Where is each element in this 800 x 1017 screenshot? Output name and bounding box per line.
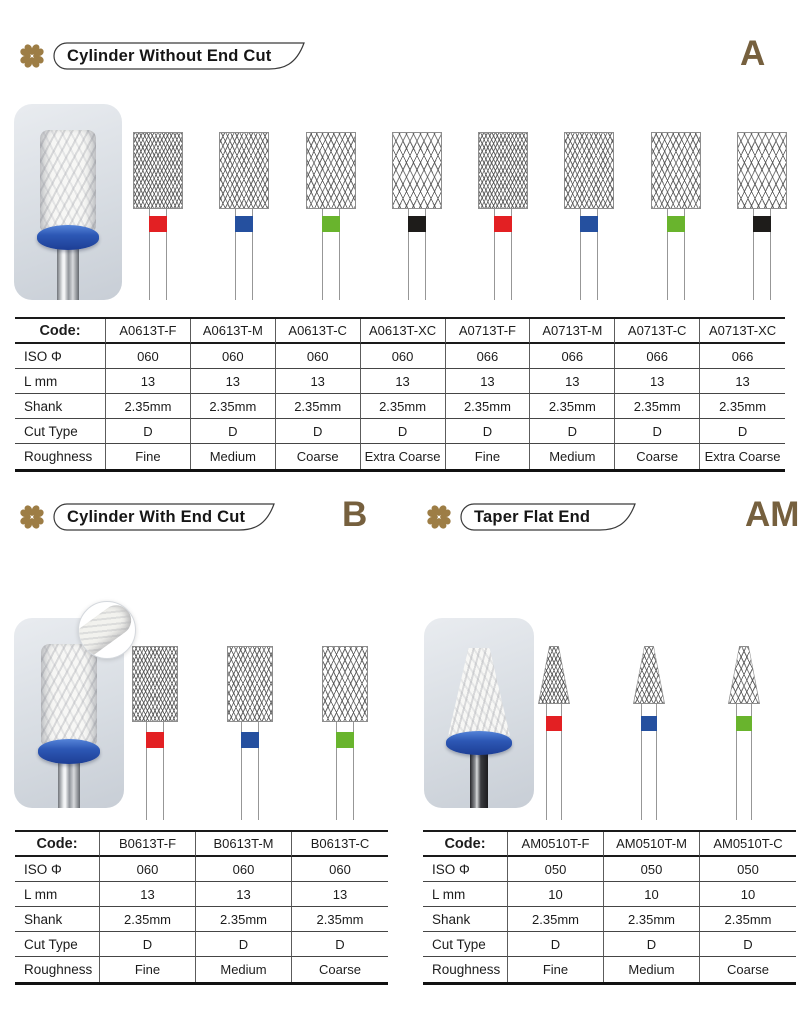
section-a-letter: A [740,34,766,73]
iso-cell: 060 [292,857,388,882]
bur-illustration [219,132,269,300]
bur-illustration [728,646,760,820]
roughness-cell: Coarse [727,962,769,977]
cut-type-cell: D [100,932,196,957]
roughness-cell: Coarse [319,962,361,977]
taper-bur-head [538,646,570,704]
length-cell: 10 [700,882,796,907]
row-label-shank: Shank [15,907,100,932]
iso-cell: 060 [100,857,196,882]
roughness-cell: Coarse [615,444,700,469]
length-cell: 13 [615,369,700,394]
shank-cell: 2.35mm [604,907,700,932]
iso-cell: 050 [604,857,700,882]
cut-type-cell: D [700,419,785,444]
cut-type-cell: D [508,932,604,957]
length-cell: 13 [700,369,785,394]
taper-bur-head [728,646,760,704]
row-label-roughness: Roughness [15,957,100,982]
code-cell: A0713T-M [530,319,615,344]
roughness-cell: Extra Coarse [704,449,781,464]
bur-head-mesh [132,646,178,722]
iso-cell: 060 [361,344,446,369]
cut-type-cell: D [106,419,191,444]
bur-head-mesh [729,647,759,703]
roughness-cell: Medium [604,957,700,982]
bur-color-band [667,216,685,232]
row-label-shank: Shank [423,907,508,932]
iso-cell: 066 [446,344,531,369]
section-b-bur-illustrations [132,646,368,820]
code-cell: A0713T-C [615,319,700,344]
spec-table-a [15,317,785,472]
ceramic-taper-bur-head [448,648,510,736]
iso-cell: 066 [700,344,785,369]
bur-color-band [336,732,354,748]
length-cell: 13 [106,369,191,394]
table-corner-label: Code: [423,832,508,857]
shank-cell: 2.35mm [361,394,446,419]
iso-cell: 060 [191,344,276,369]
flower-icon [18,503,46,531]
code-cell: B0613T-F [100,832,196,857]
bur-color-band [494,216,512,232]
bur-shank-metal [470,753,488,808]
taper-bur-head [633,646,665,704]
code-cell: AM0510T-C [700,832,796,857]
section-am-letter: AM [745,495,800,534]
cut-type-cell: D [615,419,700,444]
bur-color-band [322,216,340,232]
bur-shank [580,209,598,300]
section-b-header [18,503,275,531]
iso-cell: 066 [615,344,700,369]
bur-color-band [235,216,253,232]
code-cell: AM0510T-M [604,832,700,857]
end-cut-closeup [78,601,136,659]
length-cell: 13 [196,882,292,907]
section-am-bur-illustrations [538,646,760,820]
shank-cell: 2.35mm [446,394,531,419]
bur-shank [641,704,657,820]
bur-head-mesh [539,647,569,703]
roughness-cell: Coarse [276,444,361,469]
row-label-iso: ISO Φ [15,857,100,882]
roughness-cell: Fine [446,444,531,469]
row-label-shank: Shank [15,394,106,419]
row-label-length: L mm [15,369,106,394]
code-cell: A0613T-F [106,319,191,344]
code-cell: A0713T-XC [700,319,785,344]
cut-type-cell: D [191,419,276,444]
bur-illustration [133,132,183,300]
shank-cell: 2.35mm [196,907,292,932]
flower-icon [18,42,46,70]
cut-type-cell: D [196,932,292,957]
bur-collar [38,739,100,764]
bur-collar [446,731,512,755]
section-a-bur-illustrations [133,132,787,300]
bur-head-mesh [219,132,269,209]
shank-cell: 2.35mm [191,394,276,419]
length-cell: 13 [446,369,531,394]
bur-illustration [322,646,368,820]
section-b-title-pill[interactable] [53,503,275,531]
bur-color-band [580,216,598,232]
table-corner-label: Code: [15,319,106,344]
section-b-title: Cylinder With End Cut [67,507,246,526]
length-cell: 13 [191,369,276,394]
bur-shank [322,209,340,300]
bur-shank [494,209,512,300]
cut-type-cell: D [361,419,446,444]
bur-color-band [641,716,657,731]
shank-cell: 2.35mm [106,394,191,419]
shank-cell: 2.35mm [276,394,361,419]
roughness-cell: Medium [196,957,292,982]
length-cell: 10 [508,882,604,907]
code-cell: B0613T-C [292,832,388,857]
bur-head-mesh [634,647,664,703]
row-label-cut-type: Cut Type [423,932,508,957]
row-label-roughness: Roughness [423,957,508,982]
section-am-product-photo [424,618,534,808]
shank-cell: 2.35mm [508,907,604,932]
spec-table-am [423,830,796,985]
section-am-header [425,503,636,531]
length-cell: 13 [361,369,446,394]
length-cell: 13 [276,369,361,394]
section-b-letter: B [342,495,368,534]
bur-illustration [478,132,528,300]
bur-shank [149,209,167,300]
ceramic-bur-head [40,130,96,230]
iso-cell: 050 [508,857,604,882]
cut-type-cell: D [604,932,700,957]
bur-head-mesh [737,132,787,209]
bur-head-mesh [478,132,528,209]
code-cell: A0613T-C [276,319,361,344]
bur-illustration [227,646,273,820]
roughness-cell: Fine [106,444,191,469]
length-cell: 13 [292,882,388,907]
roughness-cell: Medium [191,444,276,469]
bur-shank [241,722,259,820]
length-cell: 13 [100,882,196,907]
cut-type-cell: D [276,419,361,444]
bur-collar [37,225,99,250]
bur-illustration [633,646,665,820]
bur-head-mesh [564,132,614,209]
ceramic-bur-head [41,644,97,744]
shank-cell: 2.35mm [700,394,785,419]
code-cell: B0613T-M [196,832,292,857]
bur-color-band [753,216,771,232]
roughness-cell: Fine [100,957,196,982]
bur-head-mesh [227,646,273,722]
cut-type-cell: D [700,932,796,957]
bur-head-mesh [306,132,356,209]
bur-illustration [737,132,787,300]
bur-color-band [736,716,752,731]
bur-shank [336,722,354,820]
section-a-header [18,42,305,70]
length-cell: 10 [604,882,700,907]
bur-shank-metal [57,248,79,300]
bur-head-mesh [133,132,183,209]
bur-color-band [546,716,562,731]
iso-cell: 060 [196,857,292,882]
roughness-cell: Medium [530,444,615,469]
iso-cell: 060 [106,344,191,369]
shank-cell: 2.35mm [700,907,796,932]
cut-type-cell: D [530,419,615,444]
iso-cell: 066 [530,344,615,369]
row-label-cut-type: Cut Type [15,932,100,957]
roughness-cell: Fine [508,957,604,982]
iso-cell: 050 [700,857,796,882]
bur-head-mesh [651,132,701,209]
cut-type-cell: D [292,932,388,957]
bur-head-mesh [392,132,442,209]
end-cut-detail-inset [78,601,136,659]
code-cell: AM0510T-F [508,832,604,857]
spec-table-b [15,830,388,985]
bur-shank [235,209,253,300]
bur-illustration [564,132,614,300]
roughness-cell: Extra Coarse [361,444,446,469]
bur-head-mesh [322,646,368,722]
section-a-product-photo [14,104,122,300]
bur-illustration [538,646,570,820]
flower-icon [425,503,453,531]
length-cell: 13 [530,369,615,394]
section-am-title-pill[interactable] [460,503,636,531]
row-label-iso: ISO Φ [423,857,508,882]
bur-illustration [651,132,701,300]
bur-shank-metal [58,762,80,808]
code-cell: A0613T-XC [361,319,446,344]
code-cell: A0713T-F [446,319,531,344]
bur-color-band [408,216,426,232]
bur-color-band [149,216,167,232]
cut-type-cell: D [446,419,531,444]
bur-color-band [241,732,259,748]
bur-illustration [306,132,356,300]
section-a-title-pill[interactable] [53,42,305,70]
bur-shank [736,704,752,820]
bur-color-band [146,732,164,748]
shank-cell: 2.35mm [615,394,700,419]
bur-shank [146,722,164,820]
row-label-length: L mm [423,882,508,907]
shank-cell: 2.35mm [100,907,196,932]
bur-illustration [392,132,442,300]
bur-shank [546,704,562,820]
shank-cell: 2.35mm [530,394,615,419]
row-label-length: L mm [15,882,100,907]
shank-cell: 2.35mm [292,907,388,932]
row-label-roughness: Roughness [15,444,106,469]
table-corner-label: Code: [15,832,100,857]
iso-cell: 060 [276,344,361,369]
bur-illustration [132,646,178,820]
section-am-title: Taper Flat End [474,507,591,526]
bur-shank [753,209,771,300]
code-cell: A0613T-M [191,319,276,344]
bur-shank [408,209,426,300]
bur-shank [667,209,685,300]
row-label-cut-type: Cut Type [15,419,106,444]
row-label-iso: ISO Φ [15,344,106,369]
section-a-title: Cylinder Without End Cut [67,46,272,65]
